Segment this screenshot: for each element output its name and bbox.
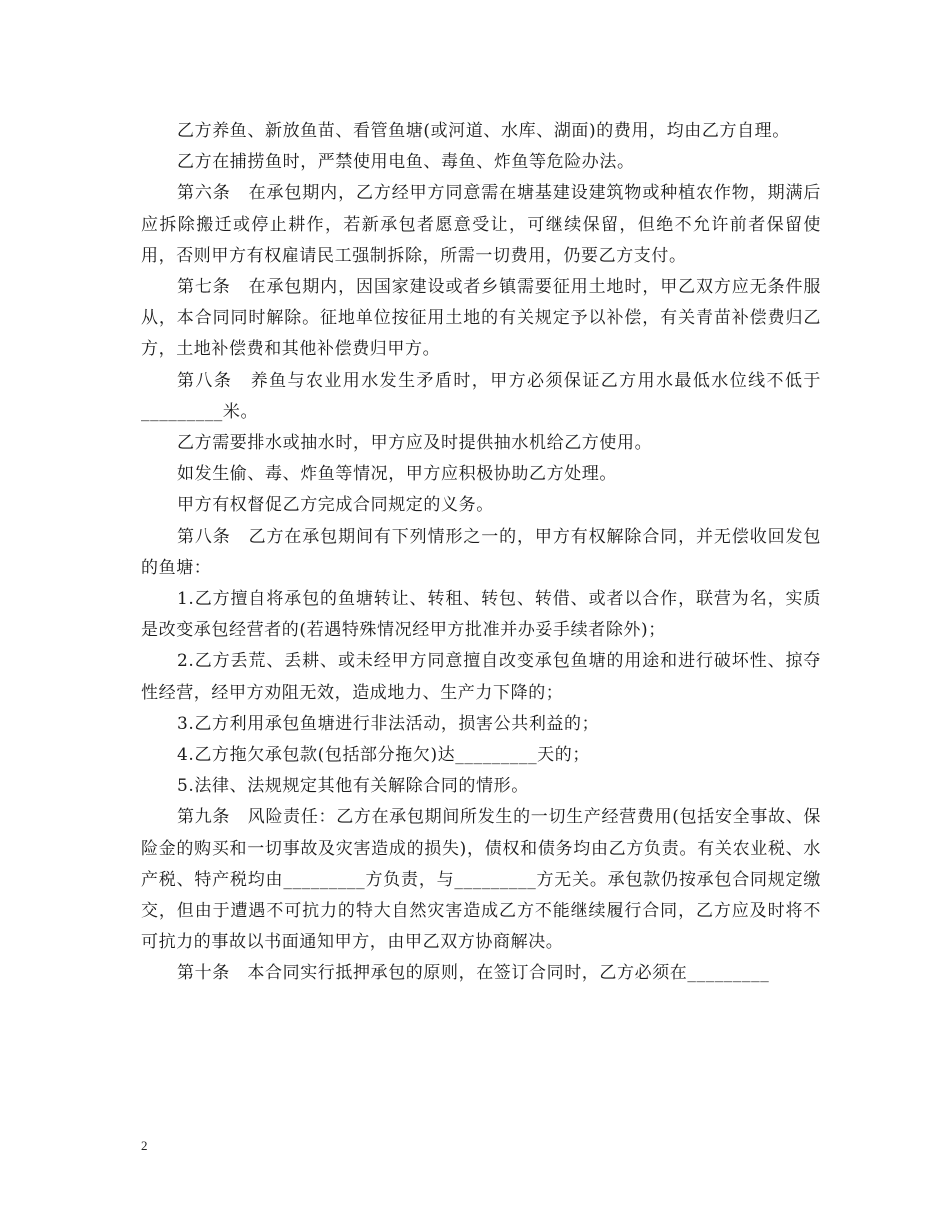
- paragraph-article-8-termination: 第八条 乙方在承包期间有下列情形之一的，甲方有权解除合同，并无偿收回发包的鱼塘：: [141, 526, 821, 578]
- paragraph-fish-costs: 乙方养鱼、新放鱼苗、看管鱼塘(或河道、水库、湖面)的费用，均由乙方自理。: [177, 121, 790, 141]
- paragraph-article-9: 第九条 风险责任：乙方在承包期间所发生的一切生产经营费用(包括安全事故、保险金的购买和一切事故及灾害造成的损失)，债权和债务均由乙方负责。有关农业税、水产税、特产税均由_________方负责，与_________方无关。承包款仍按承包合同规定缴交，但由于遭遇不可抗力的特大自然灾害造成乙方不能继续履行合同，乙方应及时将不可抗力的事故以书面通知甲方，由甲乙双方协商解决。: [141, 807, 821, 953]
- list-item-1: 1.乙方擅自将承包的鱼塘转让、转租、转包、转借、或者以合作，联营为名，实质是改变承包经营者的(若遇特殊情况经甲方批准并办妥手续者除外)；: [141, 589, 821, 641]
- list-item-2: 2.乙方丢荒、丢耕、或未经甲方同意擅自改变承包鱼塘的用途和进行破坏性、掠夺性经营，经甲方劝阻无效，造成地力、生产力下降的；: [141, 651, 821, 703]
- list-item-5: 5.法律、法规规定其他有关解除合同的情形。: [177, 776, 529, 797]
- paragraph-article-6: 第六条 在承包期内，乙方经甲方同意需在塘基建设建筑物或种植农作物，期满后应拆除搬迁或停止耕作，若新承包者愿意受让，可继续保留，但绝不允许前者保留使用，否则甲方有权雇请民工强制拆除，所需一切费用，仍要乙方支付。: [141, 183, 821, 266]
- list-item-4: 4.乙方拖欠承包款(包括部分拖欠)达_________天的；: [177, 745, 590, 766]
- paragraph-supervision: 甲方有权督促乙方完成合同规定的义务。: [177, 495, 494, 516]
- list-item-3: 3.乙方利用承包鱼塘进行非法活动，损害公共利益的；: [177, 713, 600, 734]
- paragraph-fishing-ban: 乙方在捕捞鱼时，严禁使用电鱼、毒鱼、炸鱼等危险办法。: [177, 152, 635, 173]
- paragraph-article-10: 第十条 本合同实行抵押承包的原则，在签订合同时，乙方必须在_________: [177, 963, 770, 984]
- paragraph-article-7: 第七条 在承包期内，因国家建设或者乡镇需要征用土地时，甲乙双方应无条件服从，本合同同时解除。征地单位按征用土地的有关规定予以补偿，有关青苗补偿费归乙方，土地补偿费和其他补偿费归甲方。: [141, 277, 821, 360]
- contract-body: [141, 116, 821, 990]
- paragraph-pump-provision: 乙方需要排水或抽水时，甲方应及时提供抽水机给乙方使用。: [177, 433, 653, 454]
- page-number: 2: [141, 1138, 148, 1153]
- paragraph-article-8-water: 第八条 养鱼与农业用水发生矛盾时，甲方必须保证乙方用水最低水位线不低于_________米。: [141, 370, 821, 422]
- paragraph-theft-assist: 如发生偷、毒、炸鱼等情况，甲方应积极协助乙方处理。: [177, 464, 617, 485]
